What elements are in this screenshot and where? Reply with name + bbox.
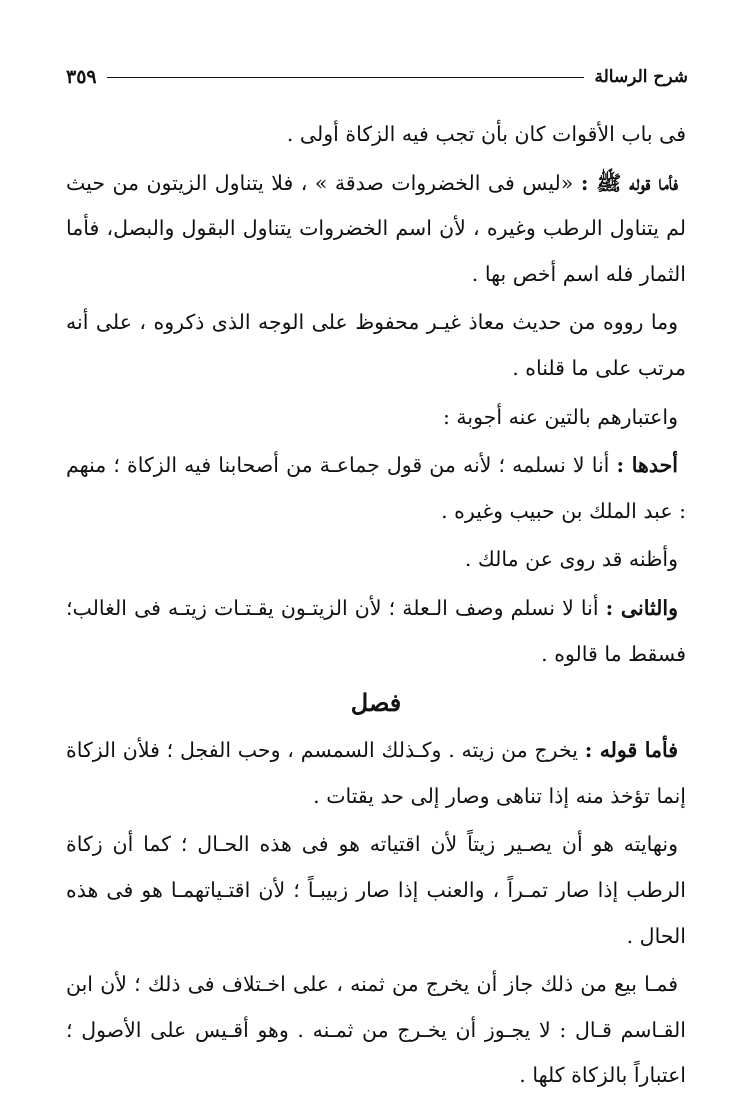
header-rule (107, 77, 585, 78)
paragraph-lead: والثانى : (605, 595, 678, 620)
paragraph-lead: فأما قوله ﷺ : (580, 170, 678, 195)
paragraph-lead: فأما قوله : (584, 738, 678, 763)
paragraph-text: ونهايته هو أن يصـير زيتاً لأن اقتياته هو فى هذه الحـال ؛ كما أن زكاة الرطب إذا صار تمـراً ، والعنب إذا صار زبيبـاً ؛ لأن اقتـياتهمـا هو فى هذه الحال . (66, 832, 686, 948)
paragraph-text: يخرج من زيته . وكـذلك السمسم ، وحب الفجل ؛ فلأن الزكاة إنما تؤخذ منه إذا تناهى وصار إلى حد يقتات . (66, 738, 686, 808)
running-head (66, 62, 688, 92)
paragraph-1 (66, 112, 686, 158)
paragraph-4 (66, 395, 686, 441)
paragraph-text: وأظنه قد روى عن مالك . (464, 547, 678, 572)
paragraph-text: واعتبارهم بالتين عنه أجوبة : (442, 404, 678, 429)
paragraph-2 (66, 161, 686, 298)
paragraph-6 (66, 537, 686, 583)
paragraph-text: أنا لا نسلم وصف الـعلة ؛ لأن الزيتـون يقـتـات زيتـه فى الغالب؛ فسقط ما قالوه . (66, 595, 686, 666)
body-text (66, 112, 686, 1102)
paragraph-text: وما رووه من حديث معاذ غيـر محفوظ على الوجه الذى ذكروه ، على أنه مرتب على ما قلناه . (66, 310, 686, 380)
paragraph-9 (66, 822, 686, 959)
paragraph-text: فمـا بيع من ذلك جاز أن يخرج من ثمنه ، على اخـتلاف فى ذلك ؛ لأن ابن القـاسم قـال : لا يجـوز أن يخـرج من ثمـنه . وهو أقـيس على الأصول ؛ اعتباراً بالزكاة كلها . (66, 972, 686, 1088)
paragraph-10 (66, 962, 686, 1099)
paragraph-text: «ليس فى الخضروات صدقة » ، فلا يتناول الزيتون من حيث لم يتناول الرطب وغيره ، لأن اسم الخضروات يتناول البقول والبصل، فأما الثمار فله اسم أخص بها . (66, 170, 686, 286)
running-title: شرح الرسالة (594, 67, 688, 87)
paragraph-7 (66, 586, 686, 677)
paragraph-8 (66, 728, 686, 819)
paragraph-lead: أحدها : (616, 453, 678, 478)
paragraph-text: أنا لا نسلمه ؛ لأنه من قول جماعـة من أصحابنا فيه الزكاة ؛ منهم : عبد الملك بن حبيب وغيره . (66, 453, 686, 523)
paragraph-5 (66, 443, 686, 534)
page-number: ٣٥٩ (66, 66, 97, 88)
section-heading: فصل (350, 688, 402, 718)
paragraph-text: فى باب الأقوات كان بأن تجب فيه الزكاة أولى . (286, 122, 686, 146)
paragraph-3 (66, 300, 686, 391)
